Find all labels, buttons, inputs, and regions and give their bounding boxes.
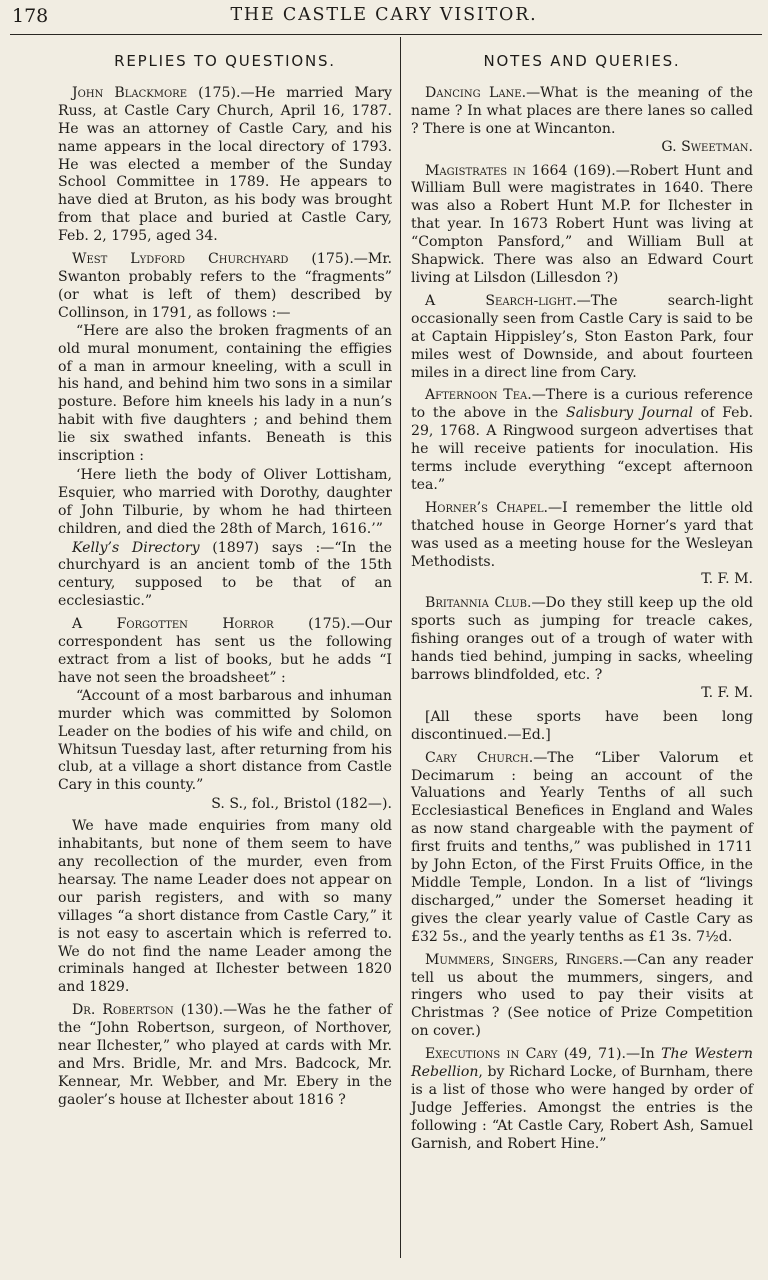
entry-john-blackmore — [58, 85, 392, 246]
left-column — [58, 46, 392, 1115]
entry-text: (130).—Was he the father of the “John Robertson, surgeon, of Northover, near Ilchester,” who played at cards with Mr. and Mrs. Bridle, Mr. and Mrs. Badcock, Mr. Kennear, Mr. Webber, and Mr. Ebery in the gaoler’s house at Ilchester about 1816 ? — [58, 1002, 392, 1108]
entry-title: Britannia Club — [425, 595, 527, 612]
running-header — [0, 2, 768, 32]
entry-title: A Forgotten Horror — [72, 616, 274, 633]
entry-text: (175).—Mr. Swanton probably refers to the “fragments” (or what is left of them) described by Collinson, in 1791, as follows :— — [58, 251, 392, 321]
entry-title: Cary Church — [425, 749, 529, 766]
notes-heading: NOTES AND QUERIES. — [483, 52, 681, 70]
entry-text: .—The “Liber Valorum et Decimarum : being an account of the Valuations and Yearly Tenths of all such Ecclesiastical Benefices in England and Wales as now stand chargeable with the payment of first fruits and tenths,” was published in 1711 by John Ecton, of the First Fruits Office, in the Middle Temple, London. In a list of “livings discharged,” under the Somerset heading it gives the clear yearly value of Castle Cary as £32 5s., and the yearly tenths as £1 3s. 7½d. — [411, 749, 753, 945]
entry-text: (49, 71).—In — [557, 1046, 662, 1063]
signature: T. F. M. — [701, 684, 753, 701]
entry-text: .—The search-light occasionally seen from Castle Cary is said to be at Captain Hippisley’s, Ston Easton Park, four miles west of Downside, and about fourteen miles in a direct line from Cary. — [411, 292, 753, 381]
entry-title: West Lydford Churchyard — [72, 251, 289, 268]
book-title: The Western Rebellion — [411, 1046, 753, 1081]
entry-mummers — [411, 952, 753, 1042]
entry-britannia-club — [411, 595, 753, 685]
entry-title: Mummers, Singers, Ringers — [425, 951, 619, 968]
entry-text: .—What is the meaning of the name ? In what places are there lanes so called ? There is one at Wincanton. — [411, 84, 753, 137]
entry-title: John Blackmore — [72, 84, 188, 101]
entry-title: A Search-light — [425, 292, 573, 309]
entry-text: .—Do they still keep up the old sports such as jumping for treacle cakes, fishing oranges out of a trough of water with hands tied behind, jumping in sacks, wheeling barrows blindfolded, etc. ? — [411, 595, 753, 683]
signature: G. Sweetman. — [661, 138, 753, 155]
inscription-quote: ‘Here lieth the body of Oliver Lottisham, Esquier, who married with Dorothy, daughter of John Tilburie, by whom he had thirteen children, and died the 28th of March, 1616.’” — [58, 466, 392, 537]
entry-text: (175).—He married Mary Russ, at Castle Cary Church, April 16, 1787. He was an attorney of Castle Cary, and his name appears in the local directory of 1793. He was elected a member of the Sunday School Committee in 1789. He appears to have died at Bruton, as his body was brought from that place and buried at Castle Cary, Feb. 2, 1795, aged 34. — [58, 84, 392, 245]
horror-reply: We have made enquiries from many old inhabitants, but none of them seem to have any recollection of the murder, even from hearsay. The name Leader does not appear on our parish registers, and with so many villages “a short distance from Castle Cary,” it is not easy to ascertain which is referred to. We do not find the name Leader among the criminals hanged at Ilchester between 1820 and 1829. — [58, 818, 392, 996]
editor-note: [All these sports have been long discontinued.—Ed.] — [411, 708, 753, 743]
entry-dr-robertson — [58, 1002, 392, 1109]
entry-title: Dancing Lane — [425, 84, 522, 101]
entry-title: Horner’s Chapel — [425, 499, 544, 516]
entry-title: Magistrates in 1664 — [425, 162, 568, 179]
replies-heading: REPLIES TO QUESTIONS. — [114, 52, 336, 70]
entry-title: Executions in Cary — [425, 1046, 558, 1063]
entry-text: .—I remember the little old thatched house in George Horner’s yard that was used as a meeting house for the Wesleyan Methodists. — [411, 499, 753, 570]
broadsheet-source: S. S., fol., Bristol (182—). — [211, 796, 392, 813]
right-column — [411, 46, 753, 1159]
entry-text-cont: , by Richard Locke, of Burnham, there is a list of those who were hanged by order of Judge Jefferies. Amongst the entries is the following : “At Castle Cary, Robert Ash, Samuel Garnish, and Robert Hine.” — [411, 1064, 753, 1152]
entry-search-light — [411, 293, 753, 383]
entry-executions — [411, 1046, 753, 1153]
entry-title: Dr. Robertson — [72, 1002, 174, 1019]
entry-cary-church — [411, 750, 753, 947]
journal-title: Salisbury Journal — [566, 405, 693, 422]
broadsheet-quote: “Account of a most barbarous and inhuman murder which was committed by Solomon Leader on the bodies of his wife and child, on Whitsun Tuesday last, after returning from his club, at a village a short distance from Castle Cary in this county.” — [58, 687, 392, 794]
entry-dancing-lane — [411, 85, 753, 139]
page-number: 178 — [12, 5, 49, 27]
entry-horners-chapel — [411, 500, 753, 572]
entry-text: (175).—Our correspondent has sent us the following extract from a list of books, but he adds “I have not seen the broadsheet” : — [58, 616, 392, 686]
entry-text: .—There is a curious reference to the above in the — [411, 387, 753, 422]
column-divider — [400, 37, 401, 1258]
kellys-directory-note — [58, 540, 392, 612]
signature: T. F. M. — [701, 571, 753, 588]
entry-afternoon-tea — [411, 387, 753, 494]
entry-magistrates — [411, 163, 753, 288]
publication-title: THE CASTLE CARY VISITOR. — [230, 5, 538, 25]
entry-west-lydford — [58, 251, 392, 323]
kellys-title: Kelly’s Directory — [72, 539, 200, 556]
entry-text-cont: of Feb. 29, 1768. A Ringwood surgeon advertises that he will receive patients for inoculation. His terms include everything “except afternoon tea.” — [411, 405, 753, 493]
header-rule — [10, 34, 762, 35]
kellys-text: (1897) says :—“In the churchyard is an ancient tomb of the 15th century, supposed to be that of an ecclesiastic.” — [58, 539, 392, 610]
entry-text: (169).—Robert Hunt and William Bull were magistrates in 1640. There was also a Robert Hunt M.P. for Ilchester in that year. In 1673 Robert Hunt was living at “Compton Pansford,” and William Bull at Shapwick. There was also an Edward Court living at Lilsdon (Lillesdon ?) — [411, 162, 753, 286]
entry-forgotten-horror — [58, 616, 392, 688]
entry-title: Afternoon Tea — [425, 387, 528, 404]
collinson-quote: “Here are also the broken fragments of an old mural monument, containing the effigies of a man in armour kneeling, with a scull in his hand, and behind him two sons in a similar posture. Before him kneels his lady in a nun’s habit with five daughters ; and behind them lie six swathed infants. Beneath is this inscription : — [58, 322, 392, 465]
entry-text: .—Can any reader tell us about the mummers, singers, and ringers who used to pay their visits at Christmas ? (See notice of Prize Competition on cover.) — [411, 951, 753, 1040]
